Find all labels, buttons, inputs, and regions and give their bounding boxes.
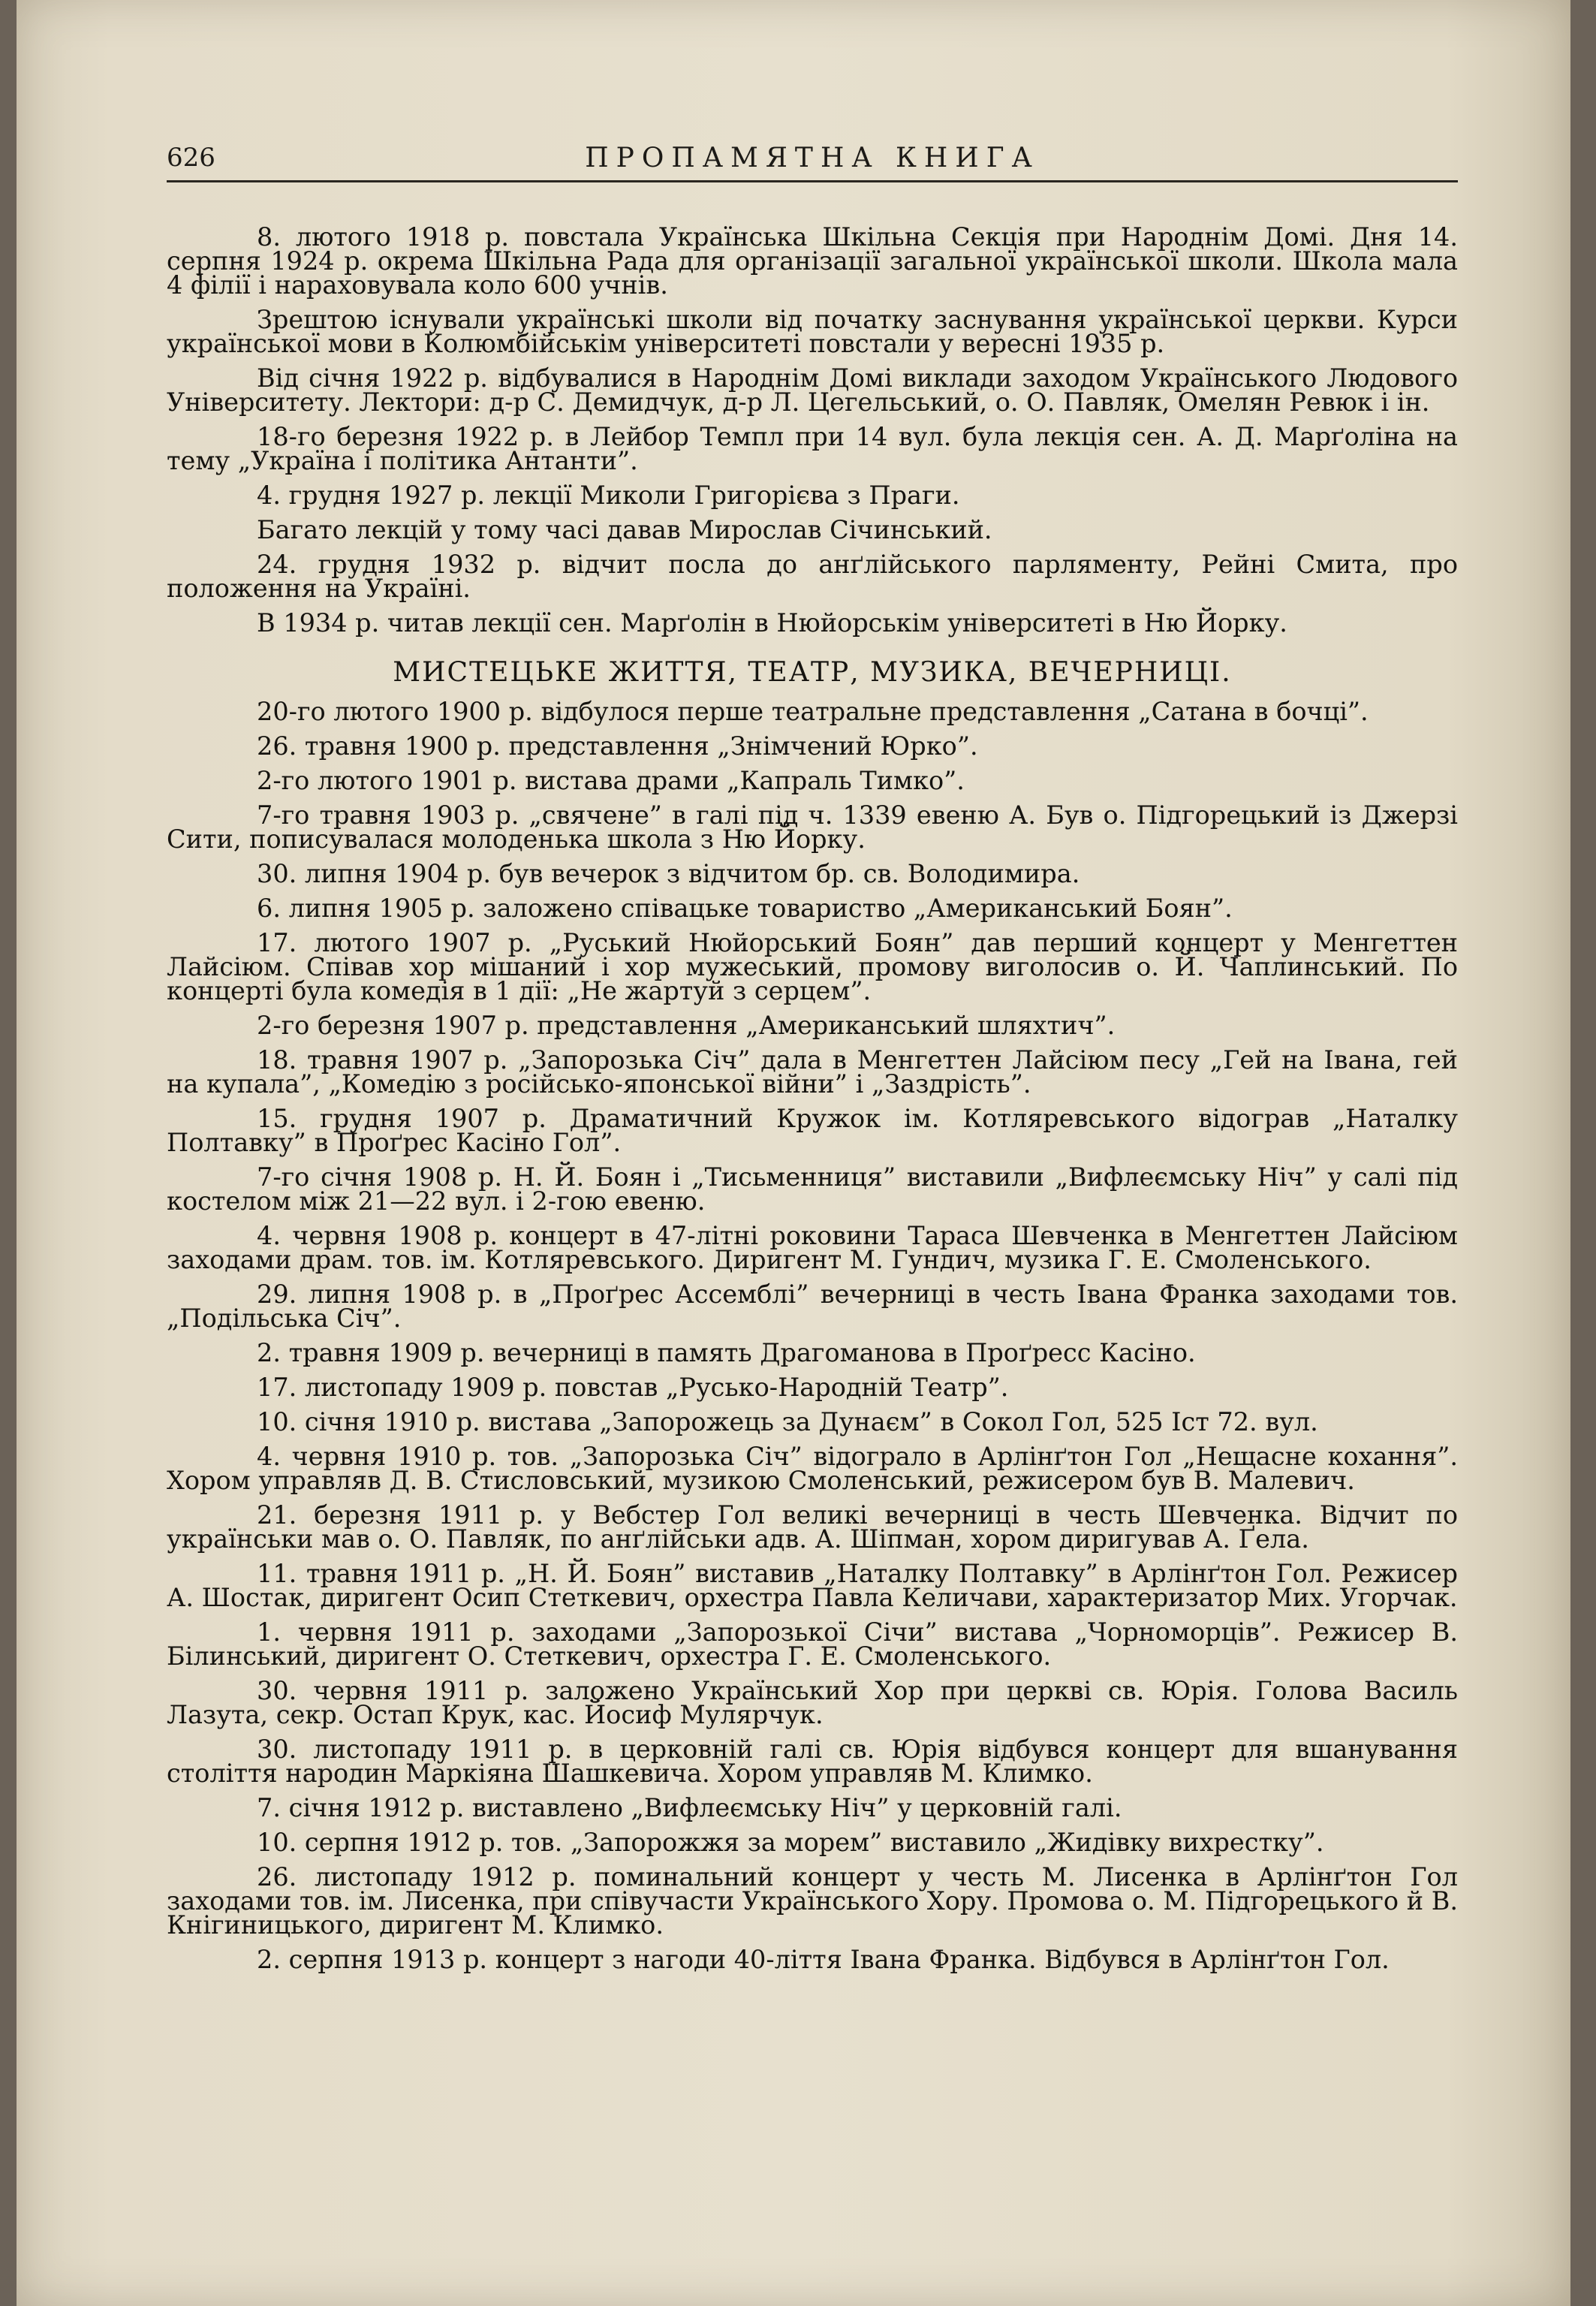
paragraph: 20-го лютого 1900 р. відбулося перше театральне представлення „Сатана в бочці”. [257,697,1369,726]
paragraph: 7-го травня 1903 р. „свячене” в галі під ч. 1339 евеню А. Був о. Підгорецький із Джерзі Сити, пописувалася молоденька школа з Ню Йорку. [167,800,1458,854]
paragraph: 7-го січня 1908 р. Н. Й. Боян і „Тисьменниця” виставили „Вифлеємську Ніч” у салі під костелом між 21—22 вул. і 2-гою евеню. [167,1162,1458,1216]
paragraph: 4. червня 1908 р. концерт в 47-літні роковини Тараса Шевченка в Менгеттен Лайсіюм заходами драм. тов. ім. Котляревського. Диригент М. Гундич, музика Г. Е. Смоленського. [167,1221,1458,1274]
paragraph: 2-го лютого 1901 р. вистава драми „Капраль Тимко”. [257,766,965,795]
paragraph: 4. червня 1910 р. тов. „Запорозька Січ” відограло в Арлінґтон Гол „Нещасне кохання”. Хором управляв Д. В. Стисловський, музикою Смоленський, режисером був В. Малевич. [167,1442,1458,1495]
paragraph: Від січня 1922 р. відбувалися в Народнім Домі виклади заходом Українського Людового Університету. Лектори: д-р С. Демидчук, д-р Л. Цегельський, о. О. Павляк, Омелян Ревюк і ін. [167,363,1458,417]
paragraph: 6. липня 1905 р. заложено співацьке товариство „Американський Боян”. [257,894,1233,923]
paragraph: 24. грудня 1932 р. відчит посла до анґлійського парляменту, Рейні Смита, про положення на Україні. [167,550,1458,603]
paragraph: 30. червня 1911 р. заложено Український Хор при церкві св. Юрія. Голова Василь Лазута, секр. Остап Крук, кас. Йосиф Мулярчук. [167,1676,1458,1729]
page-number: 626 [167,143,215,173]
paragraph: 7. січня 1912 р. виставлено „Вифлеємську Ніч” у церковній галі. [257,1793,1122,1822]
section-education [167,222,1458,638]
paragraph: 26. листопаду 1912 р. поминальний концерт у честь М. Лисенка в Арлінґтон Гол заходами тов. ім. Лисенка, при співучасти Українського Хору. Промова о. М. Підгорецького й В. Кнігиницького, диригент М. Климко. [167,1862,1458,1940]
running-title: ПРОПАМЯТНА КНИГА [585,143,1040,173]
paragraph: 10. серпня 1912 р. тов. „Запорожжя за морем” виставило „Жидівку вихрестку”. [257,1828,1324,1857]
paragraph: 26. травня 1900 р. представлення „Знімчений Юрко”. [257,731,978,761]
page-body [167,222,1458,1982]
paragraph: В 1934 р. читав лекції сен. Марґолін в Нюйорськім університеті в Ню Йорку. [257,608,1287,638]
paragraph: 8. лютого 1918 р. повстала Українська Шкільна Секція при Народнім Домі. Дня 14. серпня 1924 р. окрема Шкільна Рада для організації загальної української школи. Школа мала 4 філії і нараховувала коло 600 учнів. [167,222,1458,300]
paragraph: 21. березня 1911 р. у Вебстер Гол великі вечерниці в честь Шевченка. Відчит по українськи мав о. О. Павляк, по анґлійськи адв. А. Шіпман, хором диригував А. Ґела. [167,1500,1458,1554]
paragraph: 15. грудня 1907 р. Драматичний Кружок ім. Котляревського відограв „Наталку Полтавку” в Проґрес Касіно Гол”. [167,1104,1458,1157]
paragraph: 17. лютого 1907 р. „Руський Нюйорський Боян” дав перший концерт у Менгеттен Лайсіюм. Співав хор мішаний і хор мужеський, промову виголосив о. Й. Чаплинський. По концерті була комедія в 1 дії: „Не жартуй з серцем”. [167,928,1458,1005]
paragraph: 2-го березня 1907 р. представлення „Американський шляхтич”. [257,1011,1116,1040]
paragraph: 29. липня 1908 р. в „Проґрес Ассемблі” вечерниці в честь Івана Франка заходами тов. „Подільська Січ”. [167,1280,1458,1333]
paragraph: 11. травня 1911 р. „Н. Й. Боян” виставив „Наталку Полтавку” в Арлінґтон Гол. Режисер А. Шостак, диригент Осип Стеткевич, орхестра Павла Келичави, характеризатор Мих. Угорчак. [167,1559,1458,1612]
paragraph: Багато лекцій у тому часі давав Мирослав Січинський. [257,515,992,544]
paragraph: 1. червня 1911 р. заходами „Запорозької Січи” вистава „Чорноморців”. Режисер В. Білинський, диригент О. Стеткевич, орхестра Г. Е. Смоленського. [167,1617,1458,1671]
section-arts [167,697,1458,1974]
paragraph: 30. листопаду 1911 р. в церковній галі св. Юрія відбувся концерт для вшанування століття народин Маркіяна Шашкевича. Хором управляв М. Климко. [167,1735,1458,1788]
paragraph: 17. листопаду 1909 р. повстав „Русько-Народній Театр”. [257,1373,1009,1402]
paragraph: Зрештою існували українські школи від початку заснування української церкви. Курси української мови в Колюмбійськім університеті повстали у вересні 1935 р. [167,305,1458,358]
paragraph: 10. січня 1910 р. вистава „Запорожець за Дунаєм” в Сокол Гол, 525 Іст 72. вул. [257,1407,1318,1436]
page-header [167,135,1458,182]
book-page [17,0,1570,2306]
paragraph: 18. травня 1907 р. „Запорозька Січ” дала в Менгеттен Лайсіюм песу „Гей на Івана, гей на купала”, „Комедію з російсько-японської війни” і „Заздрість”. [167,1045,1458,1099]
paragraph: 4. грудня 1927 р. лекції Миколи Григорієва з Праги. [257,481,960,510]
paragraph: 2. серпня 1913 р. концерт з нагоди 40-ліття Івана Франка. Відбувся в Арлінґтон Гол. [257,1945,1390,1974]
section-heading: МИСТЕЦЬКЕ ЖИТТЯ, ТЕАТР, МУЗИКА, ВЕЧЕРНИЦІ. [393,657,1232,688]
paragraph: 2. травня 1909 р. вечерниці в память Драгоманова в Проґресс Касіно. [257,1338,1196,1367]
paragraph: 30. липня 1904 р. був вечерок з відчитом бр. св. Володимира. [257,859,1080,888]
paragraph: 18-го березня 1922 р. в Лейбор Темпл при 14 вул. була лекція сен. А. Д. Марґоліна на тему „Україна і політика Антанти”. [167,422,1458,475]
